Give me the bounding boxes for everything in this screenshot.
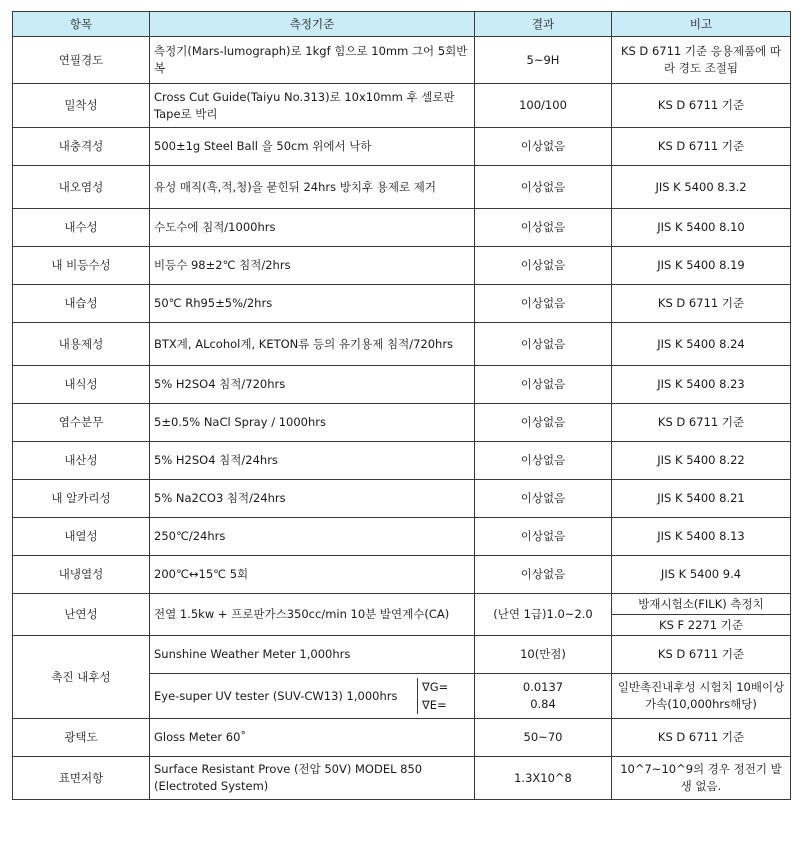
flame-result: (난연 1급)1.0~2.0 — [475, 594, 612, 636]
spec-table-container — [12, 11, 790, 800]
table-row — [13, 556, 791, 594]
row-standard: 200℃↔15℃ 5회 — [150, 556, 475, 594]
row-note: JIS K 5400 8.19 — [612, 247, 791, 285]
row-standard: 5% H2SO4 침적/720hrs — [150, 366, 475, 404]
table-row — [13, 37, 791, 84]
weather-result-2a: 0.0137 — [522, 680, 564, 694]
table-row-weather — [13, 636, 791, 674]
table-row — [13, 166, 791, 209]
gloss-item: 광택도 — [13, 719, 150, 757]
table-row — [13, 128, 791, 166]
weather-symbols — [417, 678, 474, 714]
gloss-standard: Gloss Meter 60˚ — [150, 719, 475, 757]
row-note: JIS K 5400 8.23 — [612, 366, 791, 404]
resist-result: 1.3X10^8 — [475, 757, 612, 800]
header-note: 비고 — [612, 12, 791, 37]
row-result: 이상없음 — [475, 480, 612, 518]
row-note: KS D 6711 기준 — [612, 285, 791, 323]
row-note: JIS K 5400 8.3.2 — [612, 166, 791, 209]
row-item: 내 알카리성 — [13, 480, 150, 518]
row-note: JIS K 5400 9.4 — [612, 556, 791, 594]
row-standard: BTX계, ALcohol계, KETON류 등의 유기용제 침적/720hrs — [150, 323, 475, 366]
table-row — [13, 480, 791, 518]
weather-result-2b: 0.84 — [530, 697, 556, 711]
row-standard: 5±0.5% NaCl Spray / 1000hrs — [150, 404, 475, 442]
row-item: 연필경도 — [13, 37, 150, 84]
table-row — [13, 84, 791, 128]
weather-note-1: KS D 6711 기준 — [612, 636, 791, 674]
row-item: 내오염성 — [13, 166, 150, 209]
row-note: KS D 6711 기준 응용제품에 따라 경도 조절됨 — [612, 37, 791, 84]
spec-table — [12, 11, 791, 800]
row-result: 이상없음 — [475, 323, 612, 366]
row-note: KS D 6711 기준 — [612, 404, 791, 442]
table-row — [13, 285, 791, 323]
row-result: 이상없음 — [475, 518, 612, 556]
header-standard: 측정기준 — [150, 12, 475, 37]
row-item: 내식성 — [13, 366, 150, 404]
row-standard: 비등수 98±2℃ 침적/2hrs — [150, 247, 475, 285]
row-result: 이상없음 — [475, 209, 612, 247]
gloss-result: 50~70 — [475, 719, 612, 757]
row-standard: 5% H2SO4 침적/24hrs — [150, 442, 475, 480]
row-note: KS D 6711 기준 — [612, 128, 791, 166]
table-row — [13, 209, 791, 247]
resist-item: 표면저항 — [13, 757, 150, 800]
gloss-note: KS D 6711 기준 — [612, 719, 791, 757]
flame-note-2: KS F 2271 기준 — [612, 615, 791, 636]
row-item: 내열성 — [13, 518, 150, 556]
resist-note: 10^7~10^9의 경우 정전기 발생 없음. — [612, 757, 791, 800]
row-item: 내냉열성 — [13, 556, 150, 594]
row-note: JIS K 5400 8.22 — [612, 442, 791, 480]
row-note: JIS K 5400 8.13 — [612, 518, 791, 556]
row-item: 내충격성 — [13, 128, 150, 166]
table-row — [13, 757, 791, 800]
row-result: 이상없음 — [475, 404, 612, 442]
row-standard: 500±1g Steel Ball 을 50cm 위에서 낙하 — [150, 128, 475, 166]
weather-result-1: 10(만점) — [475, 636, 612, 674]
weather-result-2 — [475, 674, 612, 719]
table-row — [13, 404, 791, 442]
row-item: 염수분무 — [13, 404, 150, 442]
row-note: JIS K 5400 8.10 — [612, 209, 791, 247]
table-row — [13, 247, 791, 285]
row-result: 이상없음 — [475, 366, 612, 404]
row-note: JIS K 5400 8.21 — [612, 480, 791, 518]
header-result: 결과 — [475, 12, 612, 37]
row-item: 내 비등수성 — [13, 247, 150, 285]
row-result: 이상없음 — [475, 556, 612, 594]
row-standard: 5% Na2CO3 침적/24hrs — [150, 480, 475, 518]
row-standard: 250℃/24hrs — [150, 518, 475, 556]
row-result: 이상없음 — [475, 128, 612, 166]
table-row — [13, 323, 791, 366]
row-standard: 유성 매직(흑,적,청)을 묻힌뒤 24hrs 방치후 용제로 제거 — [150, 166, 475, 209]
table-row — [13, 719, 791, 757]
header-item: 항목 — [13, 12, 150, 37]
row-item: 내산성 — [13, 442, 150, 480]
row-result: 이상없음 — [475, 247, 612, 285]
row-item: 밀착성 — [13, 84, 150, 128]
row-item: 내습성 — [13, 285, 150, 323]
row-standard: Cross Cut Guide(Taiyu No.313)로 10x10mm 후 셀로판 Tape로 박리 — [150, 84, 475, 128]
weather-standard-2-wrap — [150, 678, 474, 714]
flame-item: 난연성 — [13, 594, 150, 636]
row-standard: 50℃ Rh95±5%/2hrs — [150, 285, 475, 323]
flame-standard: 전열 1.5kw + 프로판가스350cc/min 10분 발연계수(CA) — [150, 594, 475, 636]
delta-g-label: ∇G= — [422, 680, 449, 694]
header-row — [13, 12, 791, 37]
weather-note-2: 일반촉진내후성 시험치 10배이상가속(10,000hrs해당) — [612, 674, 791, 719]
row-note: KS D 6711 기준 — [612, 84, 791, 128]
weather-standard-2: Eye-super UV tester (SUV-CW13) 1,000hrs — [154, 688, 398, 703]
row-standard: 측정기(Mars-lumograph)로 1kgf 힘으로 10mm 그어 5회반복 — [150, 37, 475, 84]
table-row — [13, 442, 791, 480]
row-item: 내용제성 — [13, 323, 150, 366]
row-result: 5~9H — [475, 37, 612, 84]
weather-item: 촉진 내후성 — [13, 636, 150, 719]
table-row — [13, 366, 791, 404]
weather-standard-2-cell — [150, 674, 475, 719]
resist-standard: Surface Resistant Prove (전압 50V) MODEL 850 (Electroted System) — [150, 757, 475, 800]
row-result: 이상없음 — [475, 442, 612, 480]
delta-e-label: ∇E= — [422, 698, 447, 712]
row-result: 이상없음 — [475, 285, 612, 323]
flame-note-1: 방재시험소(FILK) 측정치 — [612, 594, 791, 615]
row-note: JIS K 5400 8.24 — [612, 323, 791, 366]
weather-standard-1: Sunshine Weather Meter 1,000hrs — [150, 636, 475, 674]
table-row-flame — [13, 594, 791, 615]
row-standard: 수도수에 침적/1000hrs — [150, 209, 475, 247]
table-row — [13, 518, 791, 556]
row-result: 이상없음 — [475, 166, 612, 209]
row-item: 내수성 — [13, 209, 150, 247]
row-result: 100/100 — [475, 84, 612, 128]
